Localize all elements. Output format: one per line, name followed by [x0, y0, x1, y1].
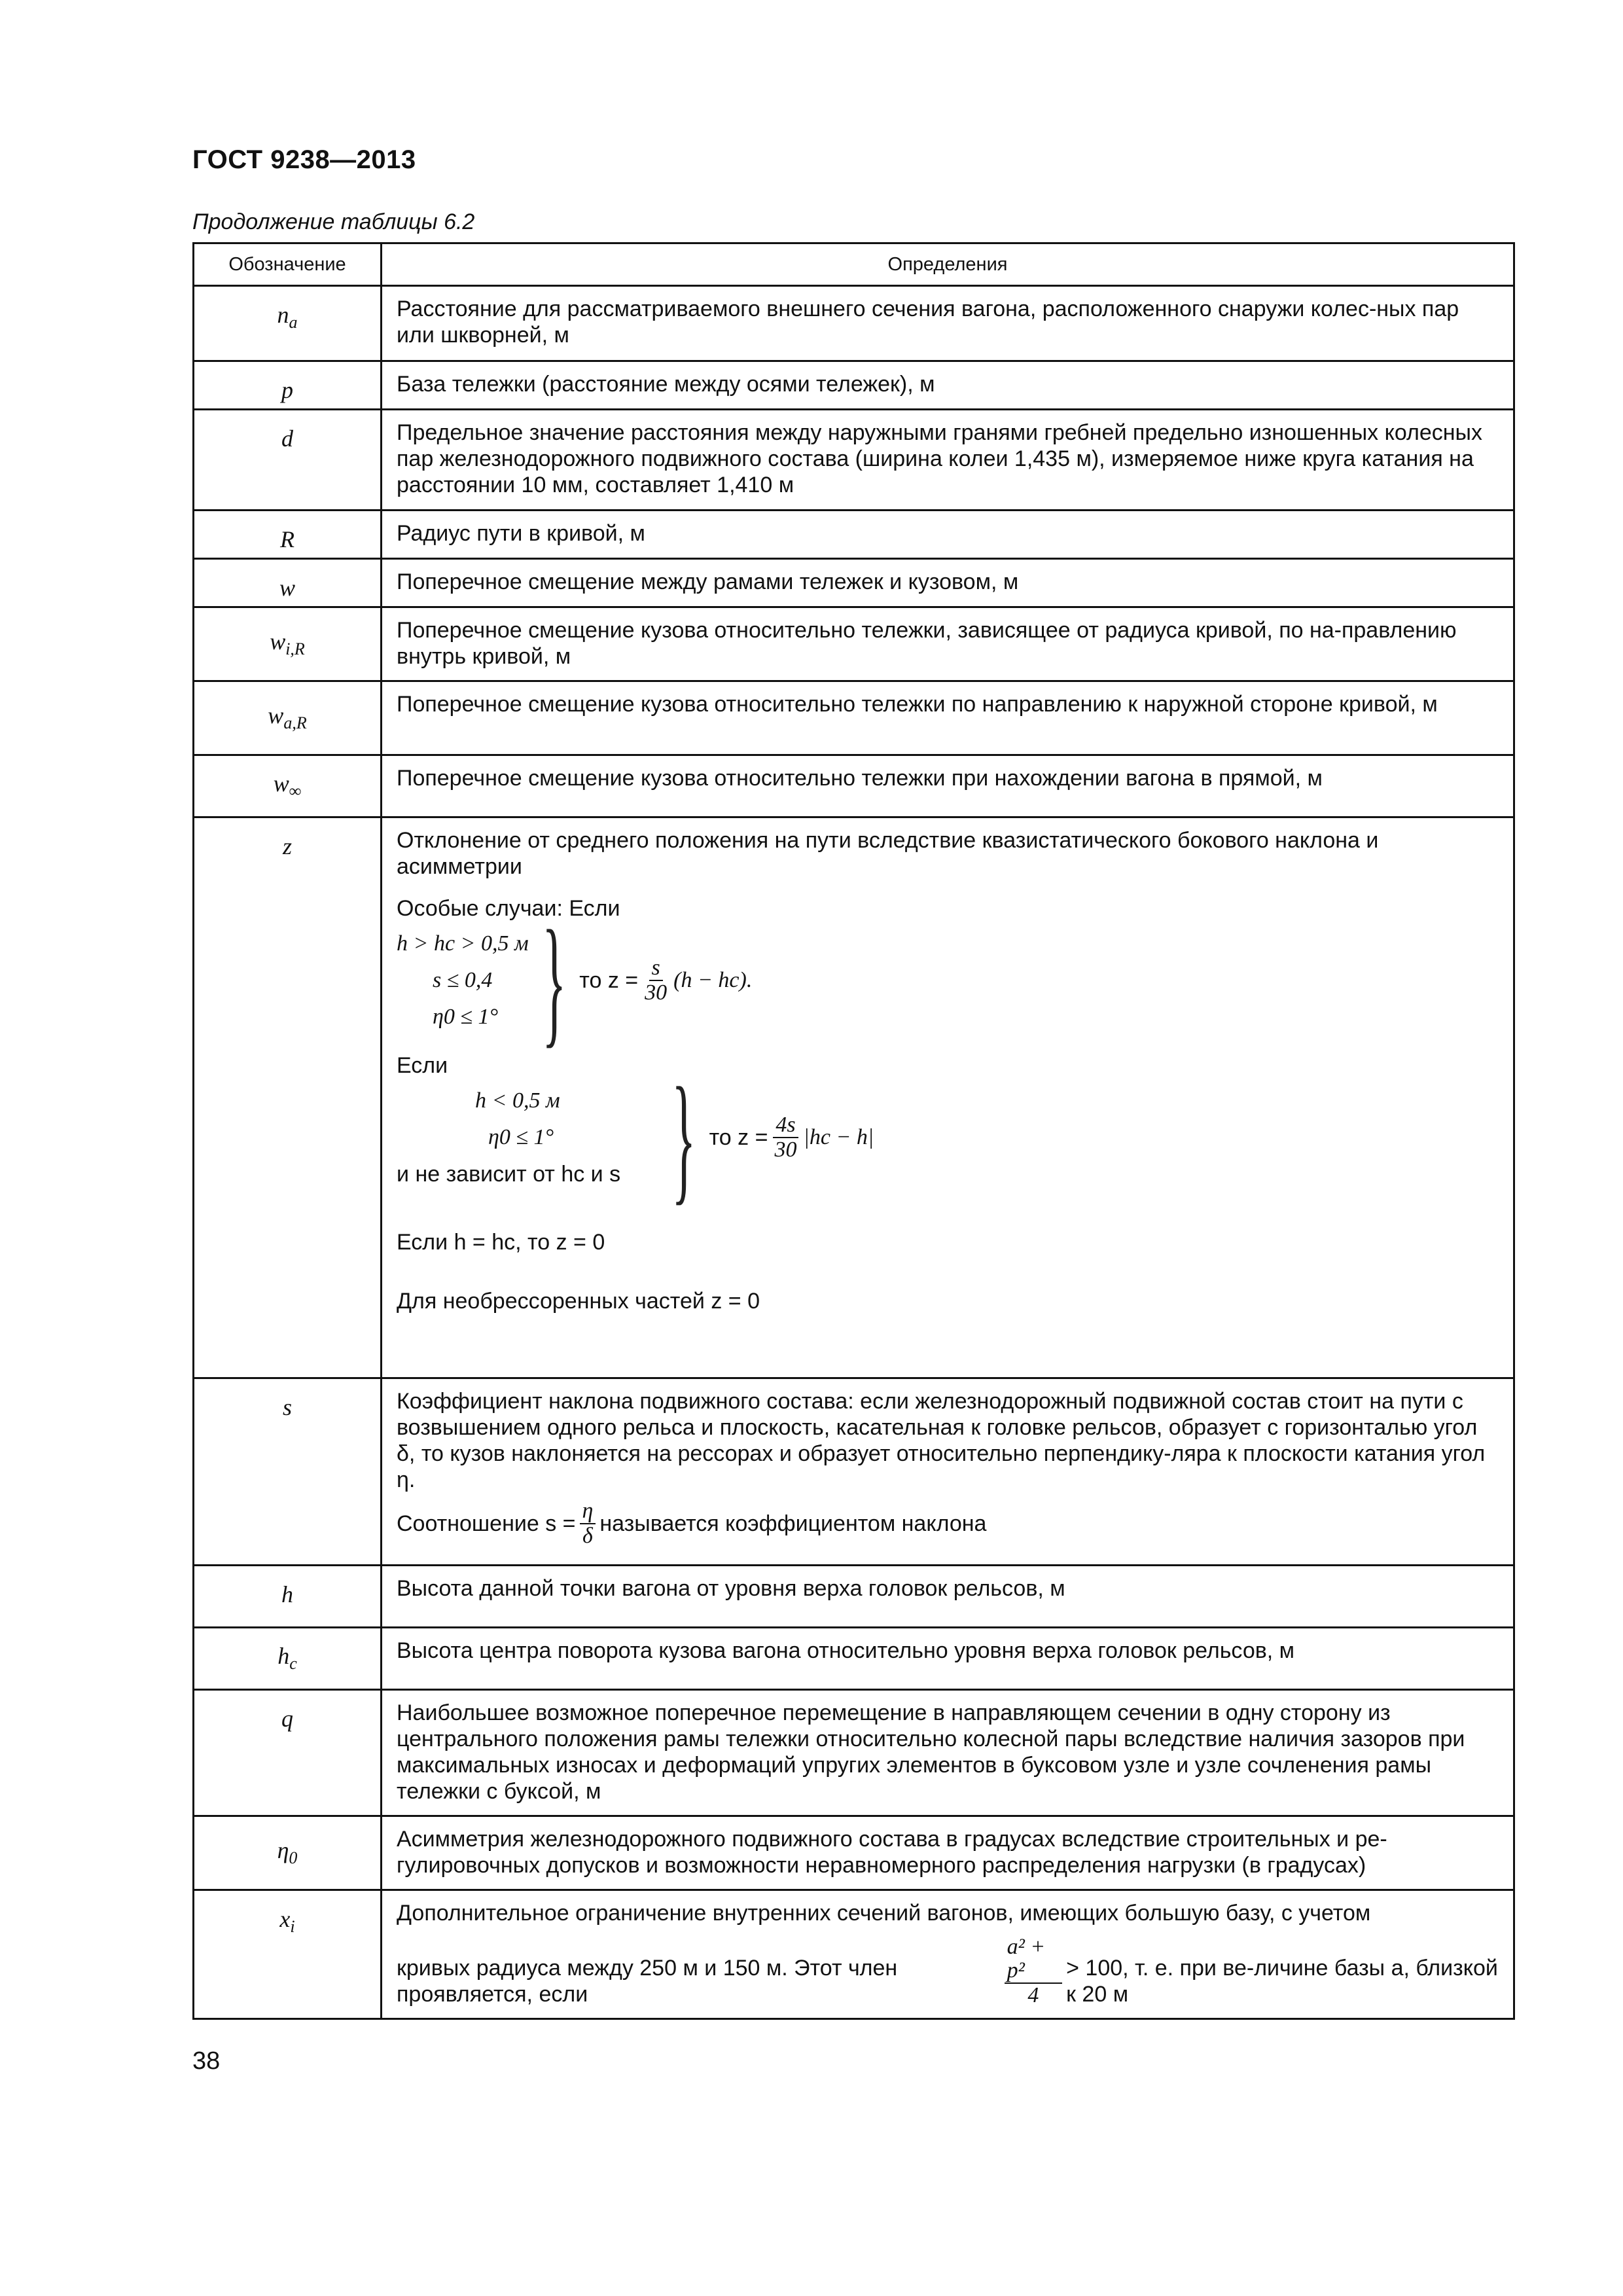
special-cases-label: Особые случаи: Если	[397, 896, 620, 921]
table-row	[194, 1816, 1514, 1890]
symbol-cell: $w_{i,R}$	[194, 607, 382, 681]
definitions-table	[192, 242, 1515, 2020]
symbol-cell: $\eta_0$	[194, 1816, 382, 1890]
definition-cell: Высота данной точки вагона от уровня верха головок рельсов, м	[382, 1566, 1514, 1628]
symbol-cell: z	[194, 817, 382, 1378]
table-header-row	[194, 243, 1514, 286]
fraction: $\frac{\eta}{\delta}$	[580, 1499, 596, 1548]
symbol-cell: $x_i$	[194, 1890, 382, 2019]
definition-cell: Поперечное смещение кузова относительно тележки, зависящее от радиуса кривой, по на-правлению внутрь кривой, м	[382, 607, 1514, 681]
symbol-cell: h	[194, 1566, 382, 1628]
table-row	[194, 607, 1514, 681]
unsprung-parts-line: Для необрессоренных частей z = 0	[397, 1289, 760, 1314]
column-header-symbol: Обозначение	[194, 243, 382, 286]
definition-cell: Расстояние для рассматриваемого внешнего сечения вагона, расположенного снаружи колес-ных пар или шкворней, м	[382, 286, 1514, 361]
definition-cell: Наибольшее возможное поперечное перемещение в направляющем сечении в одну сторону из центрального положения рамы тележки относительно колесной пары вследствие наличия зазоров при максимальных износах и деформаций упругих элементов в буксовом узле и узле сочленения рамы тележки с буксой, м	[382, 1690, 1514, 1816]
fraction: $\frac{s}{30}$	[645, 956, 668, 1005]
right-brace: }	[542, 901, 566, 1060]
table-row	[194, 410, 1514, 511]
definition-cell: Поперечное смещение между рамами тележек и кузовом, м	[382, 559, 1514, 607]
symbol-cell: $w_{a,R}$	[194, 681, 382, 755]
definition-cell	[382, 817, 1514, 1378]
table-row	[194, 1628, 1514, 1690]
table-row	[194, 1690, 1514, 1816]
table-caption: Продолжение таблицы 6.2	[192, 209, 475, 234]
symbol-cell: q	[194, 1690, 382, 1816]
table-row	[194, 681, 1514, 755]
table-row	[194, 1566, 1514, 1628]
document-id: ГОСТ 9238—2013	[192, 145, 416, 174]
case1-conditions: h > hc > 0,5 м s ≤ 0,4 η0 ≤ 1°	[397, 931, 529, 1029]
column-header-definition: Определения	[382, 243, 1514, 286]
case2-conditions: h < 0,5 м η0 ≤ 1° и не зависит от hc и s	[397, 1088, 621, 1187]
definition-cell: Поперечное смещение кузова относительно тележки по направлению к наружной стороне кривой, м	[382, 681, 1514, 755]
definition-cell	[382, 1890, 1514, 2019]
right-brace: }	[671, 1058, 696, 1217]
definition-cell: Высота центра поворота кузова вагона относительно уровня верха головок рельсов, м	[382, 1628, 1514, 1690]
table-row	[194, 1378, 1514, 1566]
definition-cell: База тележки (расстояние между осями тележек), м	[382, 361, 1514, 410]
xi-formula-line: кривых радиуса между 250 м и 150 м. Этот член проявляется, если $\frac{\text{a² + p²}}{4}$ > 100, т. е. при ве-личине базы a, близкой к 20 м	[397, 1935, 1498, 2007]
symbol-cell: d	[194, 410, 382, 511]
table-row	[194, 559, 1514, 607]
symbol-cell: $w_\infty$	[194, 755, 382, 817]
ratio-formula: Соотношение s = $\frac{\eta}{\delta}$ называется коэффициентом наклона	[397, 1499, 987, 1548]
table-row	[194, 361, 1514, 410]
symbol-cell: w	[194, 559, 382, 607]
formula-case-1: h > hc > 0,5 м s ≤ 0,4 η0 ≤ 1° } то z = $\frac{s}{30}$ (h − hc).	[397, 901, 753, 1060]
if-label: Если	[397, 1053, 448, 1078]
definition-cell: Радиус пути в кривой, м	[382, 511, 1514, 559]
symbol-cell: p	[194, 361, 382, 410]
table-row	[194, 755, 1514, 817]
symbol-cell: $n_a$	[194, 286, 382, 361]
definition-cell: Асимметрия железнодорожного подвижного состава в градусах вследствие строительных и ре-гулировочных допусков и возможности неравномерного распределения нагрузки (в градусах)	[382, 1816, 1514, 1890]
page-number: 38	[192, 2047, 221, 2075]
fraction: $\frac{\text{a² + p²}}{4}$	[1005, 1935, 1063, 2007]
definition-cell: Предельное значение расстояния между наружными гранями гребней предельно изношенных колесных пар железнодорожного подвижного состава (ширина колеи 1,435 м), измеряемое ниже круга катания на расстоянии 10 мм, составляет 1,410 м	[382, 410, 1514, 511]
table-row	[194, 511, 1514, 559]
table-row	[194, 1890, 1514, 2019]
symbol-cell: R	[194, 511, 382, 559]
equal-case-line: Если h = hc, то z = 0	[397, 1230, 605, 1255]
s-definition: Коэффициент наклона подвижного состава: если железнодорожный подвижной состав стоит на пути с возвышением одного рельса и плоскость, касательная к головке рельсов, образует с горизонталью угол δ, то кузов наклоняется на рессорах и образует относительно перпендику-ляра к плоскости катания угол η.	[397, 1389, 1486, 1492]
formula-case-2: h < 0,5 м η0 ≤ 1° и не зависит от hc и s } то z = $\frac{4s}{30}$ |hc − h|	[397, 1058, 874, 1217]
symbol-cell: s	[194, 1378, 382, 1566]
table-row	[194, 286, 1514, 361]
fraction: $\frac{4s}{30}$	[772, 1113, 799, 1162]
xi-definition: Дополнительное ограничение внутренних сечений вагонов, имеющих большую базу, с учетом	[397, 1901, 1371, 1926]
z-definition: Отклонение от среднего положения на пути вследствие квазистатического бокового наклона и асимметрии	[397, 828, 1379, 879]
symbol-cell: $h_c$	[194, 1628, 382, 1690]
table-row	[194, 817, 1514, 1378]
definition-cell: Поперечное смещение кузова относительно тележки при нахождении вагона в прямой, м	[382, 755, 1514, 817]
definition-cell	[382, 1378, 1514, 1566]
